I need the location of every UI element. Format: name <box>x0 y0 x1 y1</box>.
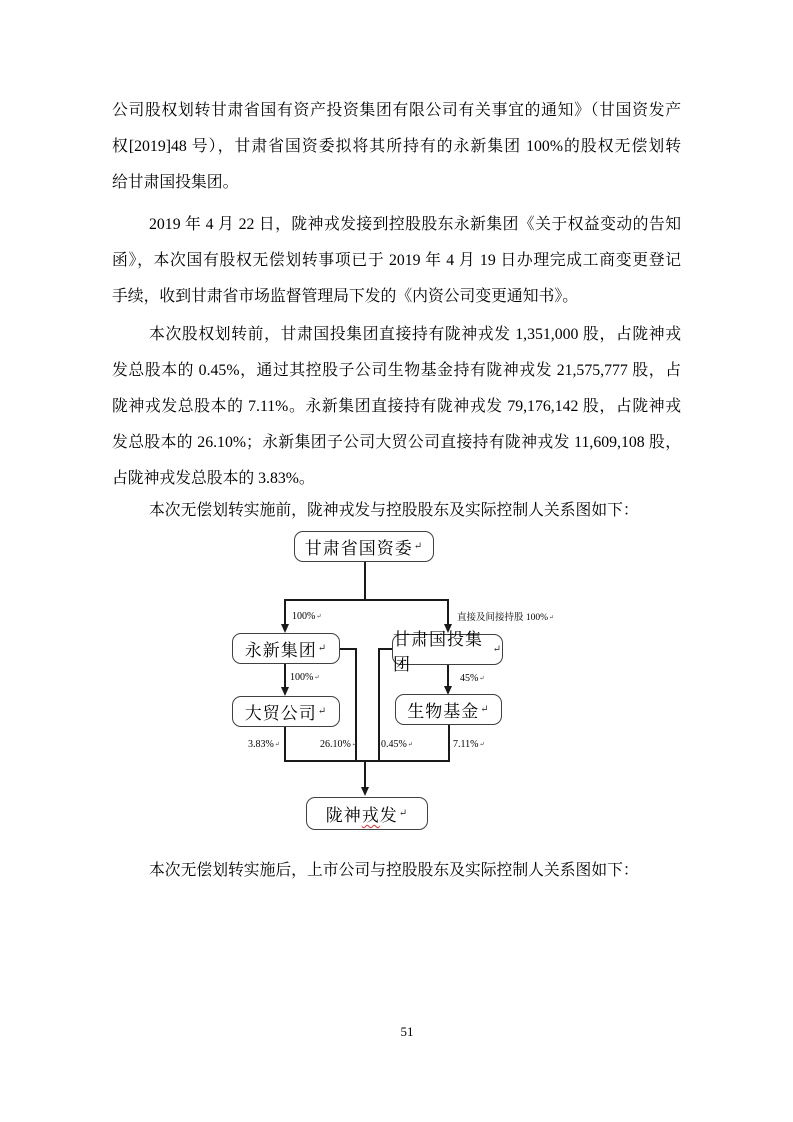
paragraph-1-line-3: 给甘肃国投集团。 <box>112 174 239 191</box>
return-mark-icon: ↵ <box>479 741 485 748</box>
paragraph-4 <box>112 493 681 529</box>
diagram-line-damao-drop <box>284 727 286 761</box>
diagram-line-left-branch <box>284 599 286 625</box>
diagram-line-collector-bar <box>284 760 450 762</box>
return-mark-icon: ↵ <box>549 615 554 621</box>
diagram-line-yongxin-stub <box>340 648 356 650</box>
return-mark-icon: ↵ <box>480 704 490 715</box>
return-mark-icon: ↵ <box>398 808 409 819</box>
arrow-down-icon <box>281 687 289 696</box>
arrow-down-icon <box>361 787 369 796</box>
return-mark-icon: ↵ <box>317 706 328 717</box>
diagram-line-yongxin-to-damao <box>284 663 286 688</box>
return-mark-icon: ↵ <box>314 674 320 681</box>
diagram-box-biology-fund: 生物基金 ↵ <box>395 694 502 725</box>
diagram-box-longshen-rongfa: 陇神 戎 发 ↵ <box>306 797 428 830</box>
label-right-branch-holding: 直接及间接持股 100%↵ <box>457 613 554 623</box>
arrow-down-icon <box>281 624 289 633</box>
label-damao-pct: 3.83%↵ <box>248 739 281 750</box>
diagram-box-yongxin-group: 永新集团 ↵ <box>232 633 340 664</box>
paragraph-5-line-1: 本次无偿划转实施后，上市公司与控股股东及实际控制人关系图如下： <box>149 862 639 879</box>
return-mark-icon: ↵ <box>407 741 414 748</box>
diagram-line-final-stem <box>364 760 366 788</box>
diagram-box-damao-company: 大贸公司 ↵ <box>232 696 340 727</box>
paragraph-1-line-2: 权[2019]48 号），甘肃省国资委拟将其所持有的永新集团 100%的股权无偿划转 <box>112 138 681 155</box>
page-number: 51 <box>400 1024 414 1039</box>
label-yongxin-damao-pct: 100%↵ <box>290 672 320 683</box>
paragraph-1 <box>112 93 681 201</box>
paragraph-3-line-1: 本次股权划转前，甘肃国投集团直接持有陇神戎发 1,351,000 股，占陇神戎 <box>149 326 681 343</box>
paragraph-3-line-5: 占陇神戎发总股本的 3.83%。 <box>112 470 315 487</box>
paragraph-4-line-1: 本次无偿划转实施前，陇神戎发与控股股东及实际控制人关系图如下： <box>149 502 639 519</box>
paragraph-2-line-2: 函》，本次国有股权无偿划转事项已于 2019 年 4 月 19 日办理完成工商变更登记 <box>112 252 681 269</box>
spellcheck-underline: 戎 <box>361 806 380 825</box>
paragraph-3-line-2: 发总股本的 0.45%，通过其控股子公司生物基金持有陇神戎发 21,575,777 股，占 <box>112 362 681 379</box>
diagram-line-gantou-drop <box>378 648 380 761</box>
diagram-box-gansu-sasac: 甘肃省国资委 ↵ <box>294 531 434 562</box>
return-mark-icon: ↵ <box>317 643 328 654</box>
return-mark-icon: ↵ <box>479 675 485 682</box>
paragraph-3-line-4: 发总股本的 26.10%；永新集团子公司大贸公司直接持有陇神戎发 11,609,108 股， <box>112 434 681 451</box>
return-mark-icon: ↵ <box>351 741 358 748</box>
paragraph-2-line-1: 2019 年 4 月 22 日，陇神戎发接到控股股东永新集团《关于权益变动的告知 <box>149 216 681 233</box>
return-mark-icon: ↵ <box>316 613 322 620</box>
label-gantou-shengwu-pct: 45%↵ <box>460 673 485 684</box>
diagram-box-gansu-guotou-group: 甘肃国投集团 ↵ <box>393 629 502 674</box>
return-mark-icon: ↵ <box>413 541 424 552</box>
return-mark-icon: ↵ <box>492 644 502 655</box>
label-left-branch-pct: 100%↵ <box>292 611 322 622</box>
paragraph-2 <box>112 207 681 315</box>
diagram-line-top-stem <box>364 562 366 600</box>
diagram-line-gantou-stub <box>378 648 393 650</box>
paragraph-5 <box>112 853 681 889</box>
paragraph-3 <box>112 317 681 497</box>
paragraph-2-line-3: 手续，收到甘肃省市场监督管理局下发的《内资公司变更通知书》。 <box>112 288 579 305</box>
return-mark-icon: ↵ <box>274 741 281 748</box>
paragraph-3-line-3: 陇神戎发总股本的 7.11%。永新集团直接持有陇神戎发 79,176,142 股，占陇神戎 <box>112 398 681 415</box>
diagram-line-split-bar <box>284 599 448 601</box>
paragraph-1-line-1: 公司股权划转甘肃省国有资产投资集团有限公司有关事宜的通知》（甘国资发产 <box>112 102 681 119</box>
label-yongxin-pct: 26.10%↵ <box>320 739 358 750</box>
diagram-line-shengwu-drop <box>448 724 450 761</box>
label-gantou-pct: 0.45%↵ <box>381 739 414 750</box>
diagram-line-right-branch <box>447 599 449 625</box>
label-shengwu-pct: 7.11%↵ <box>453 739 485 750</box>
